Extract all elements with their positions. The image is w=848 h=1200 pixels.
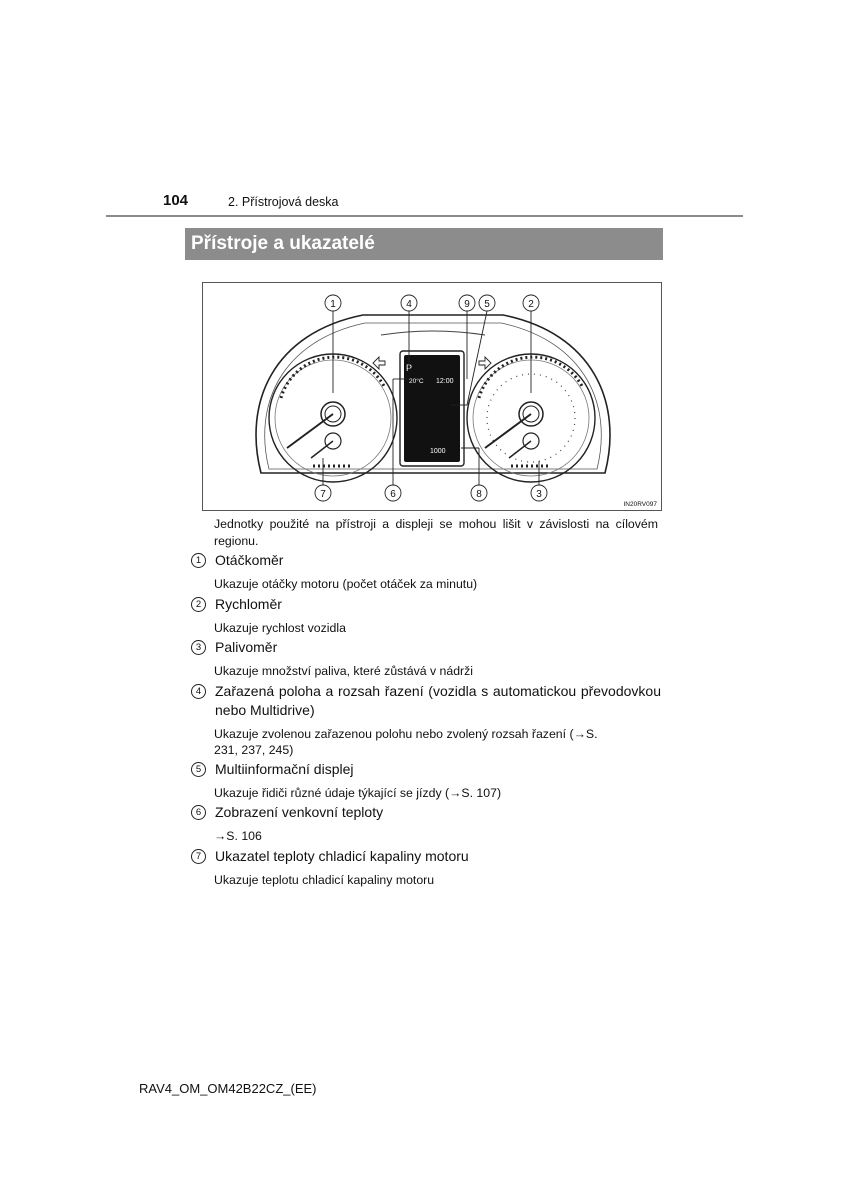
item-number: 6 xyxy=(191,805,206,820)
list-item xyxy=(191,760,661,801)
document-code: RAV4_OM_OM42B22CZ_(EE) xyxy=(139,1081,317,1096)
instrument-cluster-figure xyxy=(202,282,662,511)
header-divider xyxy=(106,215,743,217)
list-item xyxy=(191,551,661,592)
callout-4: 4 xyxy=(406,299,412,310)
item-description: Ukazuje řidiči různé údaje týkající se jízdy (→S. 107) xyxy=(214,786,502,800)
item-description: Ukazuje zvolenou zařazenou polohu nebo zvolený rozsah řazení (→S. 231, 237, 245) xyxy=(214,727,598,757)
item-number: 2 xyxy=(191,597,206,612)
odometer: 1000 xyxy=(430,448,446,455)
item-description: Ukazuje teplotu chladicí kapaliny motoru xyxy=(214,873,435,887)
callout-2: 2 xyxy=(528,299,534,310)
list-item xyxy=(191,847,661,888)
callout-5: 5 xyxy=(484,299,490,310)
list-item xyxy=(191,638,661,679)
list-item xyxy=(191,803,661,844)
gear-indicator: P xyxy=(406,363,413,373)
item-number: 3 xyxy=(191,640,206,655)
outside-temp: 20°C xyxy=(409,378,424,385)
item-title: Zobrazení venkovní teploty xyxy=(215,804,384,820)
item-number: 4 xyxy=(191,684,206,699)
callout-1: 1 xyxy=(330,299,336,310)
clock: 12:00 xyxy=(436,378,454,385)
item-title: Rychloměr xyxy=(215,596,282,612)
item-description: Ukazuje rychlost vozidla xyxy=(214,621,346,635)
item-title: Palivoměr xyxy=(215,639,278,655)
item-number: 5 xyxy=(191,762,206,777)
page-number: 104 xyxy=(163,192,189,209)
figure-id: IN20RV097 xyxy=(623,501,657,508)
item-number: 7 xyxy=(191,849,206,864)
chapter-title: 2. Přístrojová deska xyxy=(228,195,339,209)
callout-9: 9 xyxy=(464,299,470,310)
list-item xyxy=(191,682,661,758)
callout-6: 6 xyxy=(390,489,396,500)
item-title: Otáčkoměr xyxy=(215,552,284,568)
intro-text: Jednotky použité na přístroji a displeji se mohou lišit v závislosti na cílovém regionu. xyxy=(214,517,658,548)
list-item xyxy=(191,595,661,636)
callout-7: 7 xyxy=(320,489,326,500)
item-description: Ukazuje otáčky motoru (počet otáček za minutu) xyxy=(214,577,478,591)
item-title: Zařazená poloha a rozsah řazení (vozidla s automatickou převodovkou nebo Multidrive) xyxy=(215,683,661,718)
item-title: Multiinformační displej xyxy=(215,761,354,777)
item-description: Ukazuje množství paliva, které zůstává v nádrži xyxy=(214,664,474,678)
item-description: →S. 106 xyxy=(214,829,262,843)
instrument-cluster-illustration xyxy=(203,283,663,512)
item-title: Ukazatel teploty chladicí kapaliny motoru xyxy=(215,848,469,864)
callout-8: 8 xyxy=(476,489,482,500)
callout-3: 3 xyxy=(536,489,542,500)
section-title: Přístroje a ukazatelé xyxy=(185,228,663,260)
item-number: 1 xyxy=(191,553,206,568)
